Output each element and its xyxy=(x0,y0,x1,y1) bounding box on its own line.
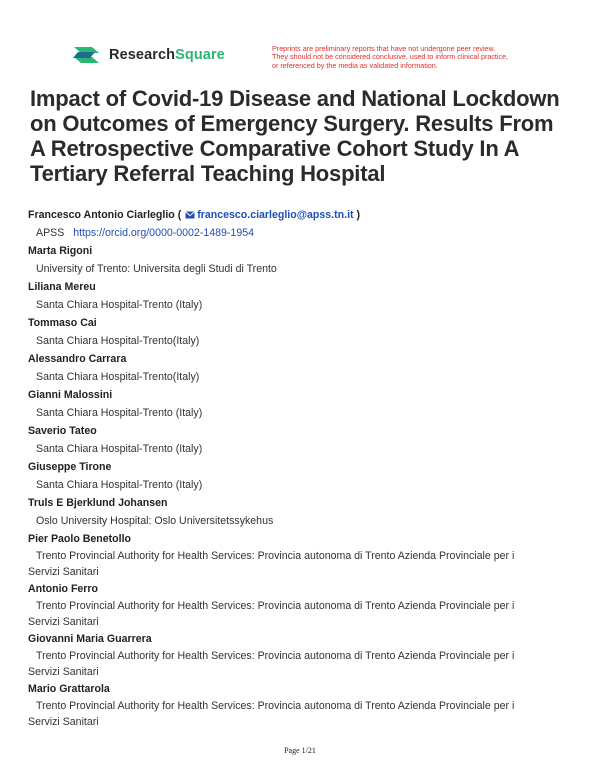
author-affiliation: Trento Provincial Authority for Health Services: Provincia autonoma di Trento Azienda Provinciale per i Servizi Sanitari xyxy=(28,700,515,728)
author-affiliation: Santa Chiara Hospital-Trento(Italy) xyxy=(36,371,200,383)
page-number: Page 1/21 xyxy=(284,746,316,755)
author-affiliation: Santa Chiara Hospital-Trento (Italy) xyxy=(36,407,203,419)
author-affiliation: Santa Chiara Hospital-Trento (Italy) xyxy=(36,479,203,491)
author-affiliation: University of Trento: Universita degli Studi di Trento xyxy=(36,263,277,275)
author-name: Antonio Ferro xyxy=(28,583,99,595)
author-entry xyxy=(28,458,588,494)
author-affiliation: Santa Chiara Hospital-Trento (Italy) xyxy=(36,299,203,311)
author-name: Saverio Tateo xyxy=(28,425,97,437)
author-name: Giovanni Maria Guarrera xyxy=(28,633,152,645)
author-name: Marta Rigoni xyxy=(28,245,93,257)
research-square-logo-icon xyxy=(72,44,102,66)
author-entry xyxy=(28,630,588,680)
email-icon xyxy=(185,211,195,219)
author-name: Pier Paolo Benetollo xyxy=(28,533,132,545)
author-affiliation: Trento Provincial Authority for Health Services: Provincia autonoma di Trento Azienda Provinciale per i Servizi Sanitari xyxy=(28,650,515,678)
author-entry xyxy=(28,680,588,730)
author-name: Giuseppe Tirone xyxy=(28,461,112,473)
author-name: Tommaso Cai xyxy=(28,317,97,329)
author-name: Liliana Mereu xyxy=(28,281,96,293)
author-affiliation: Santa Chiara Hospital-Trento (Italy) xyxy=(36,443,203,455)
author-entry xyxy=(28,350,588,386)
brand-header xyxy=(72,44,225,66)
author-entry xyxy=(28,278,588,314)
author-name: Mario Grattarola xyxy=(28,683,110,695)
author-entry xyxy=(28,422,588,458)
preprint-disclaimer: Preprints are preliminary reports that have not undergone peer review. They should not be considered conclusive, used to inform clinical practice, or referenced by the media as validated information. xyxy=(272,44,509,70)
author-list xyxy=(28,206,588,730)
paper-title: Impact of Covid-19 Disease and National Lockdown on Outcomes of Emergency Surgery. Results From A Retrospective Comparative Cohort Study In A Tertiary Referral Teaching Hospital xyxy=(30,86,560,186)
orcid-link[interactable]: https://orcid.org/0000-0002-1489-1954 xyxy=(73,227,255,239)
author-entry xyxy=(28,386,588,422)
author-affiliation: Trento Provincial Authority for Health Services: Provincia autonoma di Trento Azienda Provinciale per i Servizi Sanitari xyxy=(28,600,515,628)
author-entry xyxy=(28,314,588,350)
author-name: Gianni Malossini xyxy=(28,389,113,401)
brand-name: ResearchSquare xyxy=(109,47,225,63)
author-affiliation: APSS https://orcid.org/0000-0002-1489-1954 xyxy=(36,227,255,239)
author-name: Truls E Bjerklund Johansen xyxy=(28,497,168,509)
author-affiliation: Oslo University Hospital: Oslo Universitetssykehus xyxy=(36,515,274,527)
author-entry xyxy=(28,580,588,630)
author-affiliation: Trento Provincial Authority for Health Services: Provincia autonoma di Trento Azienda Provinciale per i Servizi Sanitari xyxy=(28,550,515,578)
author-entry xyxy=(28,494,588,530)
email-link[interactable]: francesco.ciarleglio@apss.tn.it xyxy=(197,209,354,221)
author-entry xyxy=(28,242,588,278)
author-name: Alessandro Carrara xyxy=(28,353,127,365)
author-corresponding: Francesco Antonio Ciarleglio ( francesco.ciarleglio@apss.tn.it ) APSS https://orcid.org/0000-0002-1489-1954 xyxy=(28,206,588,242)
author-name: Francesco Antonio Ciarleglio xyxy=(28,209,175,221)
author-entry xyxy=(28,530,588,580)
author-affiliation: Santa Chiara Hospital-Trento(Italy) xyxy=(36,335,200,347)
